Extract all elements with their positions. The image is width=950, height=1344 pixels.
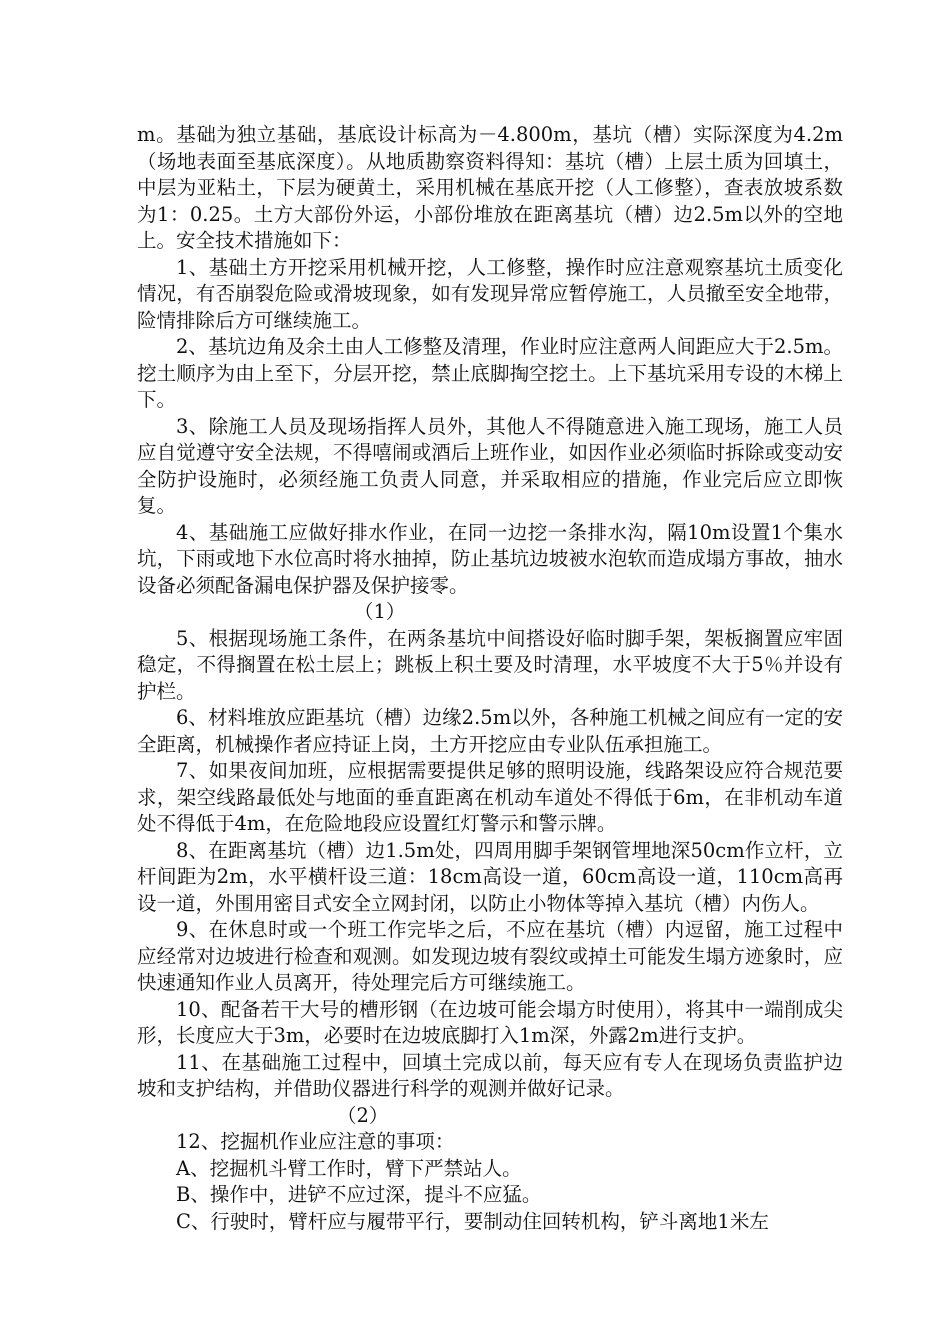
measure-item-5: 5、根据现场施工条件，在两条基坑中间搭设好临时脚手架，架板搁置应牢固稳定，不得搁置在松土层上；跳板上积土要及时清理，水平坡度不大于5％并设有护栏。 [137,626,843,703]
intro-paragraph: m。基础为独立基础，基底设计标高为－4.800m，基坑（槽）实际深度为4.2m（场地表面至基底深度）。从地质勘察资料得知：基坑（槽）上层土质为回填土，中层为亚粘土，下层为硬黄土，采用机械在基底开挖（人工修整），查表放坡系数为1：0.25。土方大部份外运，小部份堆放在距离基坑（槽）边2.5m以外的空地上。安全技术措施如下： [137,123,843,252]
excavator-note-a: A、挖掘机斗臂工作时，臂下严禁站人。 [176,1156,522,1180]
measure-item-10: 10、配备若干大号的槽形钢（在边坡可能会塌方时使用），将其中一端削成尖形，长度应大于3m，必要时在边坡底脚打入1m深，外露2m进行支护。 [137,997,843,1047]
document-body [137,122,843,1235]
measure-item-2: 2、基坑边角及余土由人工修整及清理，作业时应注意两人间距应大于2.5m。挖土顺序为由上至下，分层开挖，禁止底脚掏空挖土。上下基坑采用专设的木梯上下。 [137,335,843,411]
measure-item-7: 7、如果夜间加班，应根据需要提供足够的照明设施，线路架设应符合规范要求，架空线路最低处与地面的垂直距离在机动车道处不得低于6m，在非机动车道处不得低于4m，在危险地段应设置红灯警示和警示牌。 [137,759,843,835]
page-marker-1: （1） [354,600,406,623]
measure-item-11: 11、在基础施工过程中，回填土完成以前，每天应有专人在现场负责监护边坡和支护结构，并借助仪器进行科学的观测并做好记录。 [137,1050,843,1100]
page-marker-2: （2） [337,1103,389,1127]
measure-item-6: 6、材料堆放应距基坑（槽）边缘2.5m以外，各种施工机械之间应有一定的安全距离，机械操作者应持证上岗，土方开挖应由专业队伍承担施工。 [137,706,843,756]
measure-item-3: 3、除施工人员及现场指挥人员外，其他人不得随意进入施工现场，施工人员应自觉遵守安全法规，不得嘻闹或酒后上班作业，如因作业必须临时拆除或变动安全防护设施时，必须经施工负责人同意，并采取相应的措施，作业完后应立即恢复。 [137,414,843,517]
measure-item-8: 8、在距离基坑（槽）边1.5m处，四周用脚手架钢管埋地深50cm作立杆，立杆间距为2m，水平横杆设三道：18cm高设一道，60cm高设一道，110cm高再设一道，外围用密目式安全立网封闭，以防止小物体等掉入基坑（槽）内伤人。 [137,838,843,915]
measure-item-4: 4、基础施工应做好排水作业，在同一边挖一条排水沟，隔10m设置1个集水坑，下雨或地下水位高时将水抽掉，防止基坑边坡被水泡软而造成塌方事故，抽水设备必须配备漏电保护器及保护接零。 [137,520,843,597]
excavator-note-c: C、行驶时，臂杆应与履带平行，要制动住回转机构，铲斗离地1米左 [176,1209,769,1233]
measure-item-9: 9、在休息时或一个班工作完毕之后，不应在基坑（槽）内逗留，施工过程中应经常对边坡进行检查和观测。如发现边坡有裂纹或掉土可能发生塌方迹象时，应快速通知作业人员离开，待处理完后方可继续施工。 [137,918,843,994]
excavator-note-b: B、操作中，进铲不应过深，提斗不应猛。 [176,1183,542,1206]
measure-item-1: 1、基础土方开挖采用机械开挖，人工修整，操作时应注意观察基坑土质变化情况，有否崩裂危险或滑坡现象，如有发现异常应暂停施工，人员撤至安全地带，险情排除后方可继续施工。 [137,255,843,332]
measure-item-12: 12、挖掘机作业应注意的事项： [176,1130,455,1153]
